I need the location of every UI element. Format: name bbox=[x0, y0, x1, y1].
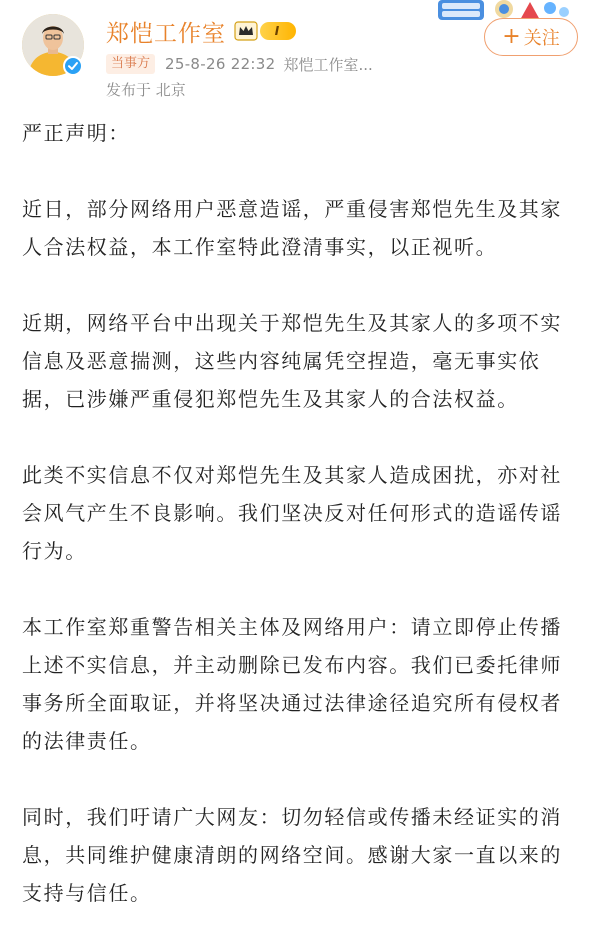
author-name-row bbox=[106, 15, 296, 47]
statement-paragraph: 本工作室郑重警告相关主体及网络用户：请立即停止传播上述不实信息，并主动删除已发布内容。我们已委托律师事务所全面取证，并将坚决通过法律途径追究所有侵权者的法律责任。 bbox=[22, 615, 562, 753]
paragraph-spacer bbox=[22, 570, 570, 608]
plus-icon: + bbox=[502, 24, 521, 49]
paragraph-spacer bbox=[22, 418, 570, 456]
verified-badge-icon bbox=[63, 56, 83, 76]
paragraph-spacer bbox=[22, 760, 570, 798]
post-meta bbox=[106, 53, 373, 75]
follow-button[interactable] bbox=[484, 18, 578, 56]
level-tag: I bbox=[260, 22, 296, 40]
post-source[interactable]: 郑恺工作室... bbox=[283, 55, 373, 74]
statement-paragraph: 近期，网络平台中出现关于郑恺先生及其家人的多项不实信息及恶意揣测，这些内容纯属凭空捏造，毫无事实依据，已涉嫌严重侵犯郑恺先生及其家人的合法权益。 bbox=[22, 311, 562, 411]
follow-button-label: 关注 bbox=[523, 28, 560, 49]
member-badge[interactable] bbox=[234, 20, 296, 42]
statement-paragraph: 近日，部分网络用户恶意造谣，严重侵害郑恺先生及其家人合法权益，本工作室特此澄清事实，以正视听。 bbox=[22, 197, 562, 259]
author-name[interactable]: 郑恺工作室 bbox=[106, 20, 226, 47]
crown-icon bbox=[234, 20, 258, 42]
paragraph-spacer bbox=[22, 266, 570, 304]
party-badge: 当事方 bbox=[106, 54, 155, 74]
post-content bbox=[22, 114, 570, 912]
post-time: 25-8-26 22:32 bbox=[165, 55, 276, 73]
paragraph-spacer bbox=[22, 152, 570, 190]
statement-paragraph: 同时，我们吁请广大网友：切勿轻信或传播未经证实的消息，共同维护健康清朗的网络空间。感谢大家一直以来的支持与信任。 bbox=[22, 805, 562, 905]
statement-title: 严正声明： bbox=[22, 121, 130, 145]
post-header bbox=[0, 0, 600, 110]
statement-paragraph: 此类不实信息不仅对郑恺先生及其家人造成困扰，亦对社会风气产生不良影响。我们坚决反对任何形式的造谣传谣行为。 bbox=[22, 463, 562, 563]
post-location: 发布于 北京 bbox=[106, 81, 186, 99]
